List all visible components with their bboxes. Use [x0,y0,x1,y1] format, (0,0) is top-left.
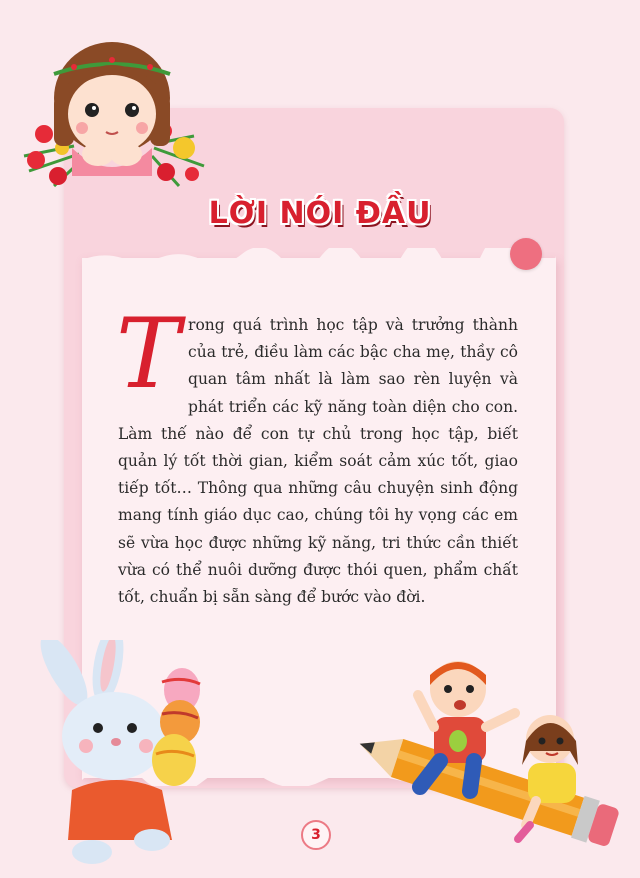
kids-riding-pencil-illustration [350,655,620,870]
pin-dot [510,238,542,270]
drop-cap: T [116,298,181,410]
bunny-with-easter-eggs-illustration [12,640,212,870]
girl-with-flowers-illustration [14,36,214,196]
page-number: 3 [301,820,331,850]
preface-text: rong quá trình học tập và trưởng thành của trẻ, điều làm các bậc cha mẹ, thầy cô quan tâm nhất là làm sao rèn luyện và phát triển các kỹ năng toàn diện cho con. Làm thế nào để con tự chủ trong học tập, biết quản lý tốt thời gian, kiểm soát cảm xúc tốt, giao tiếp tốt… Thông qua những câu chuyện sinh động mang tính giáo dục cao, chúng tôi hy vọng các em sẽ vừa học được những kỹ năng, tri thức cần thiết vừa có thể nuôi dưỡng được thói quen, phẩm chất tốt, chuẩn bị sẵn sàng để bước vào đời. [118,316,518,607]
torn-edge-top [82,248,556,268]
preface-body [116,298,518,611]
page-title: LỜI NÓI ĐẦU [208,196,432,232]
